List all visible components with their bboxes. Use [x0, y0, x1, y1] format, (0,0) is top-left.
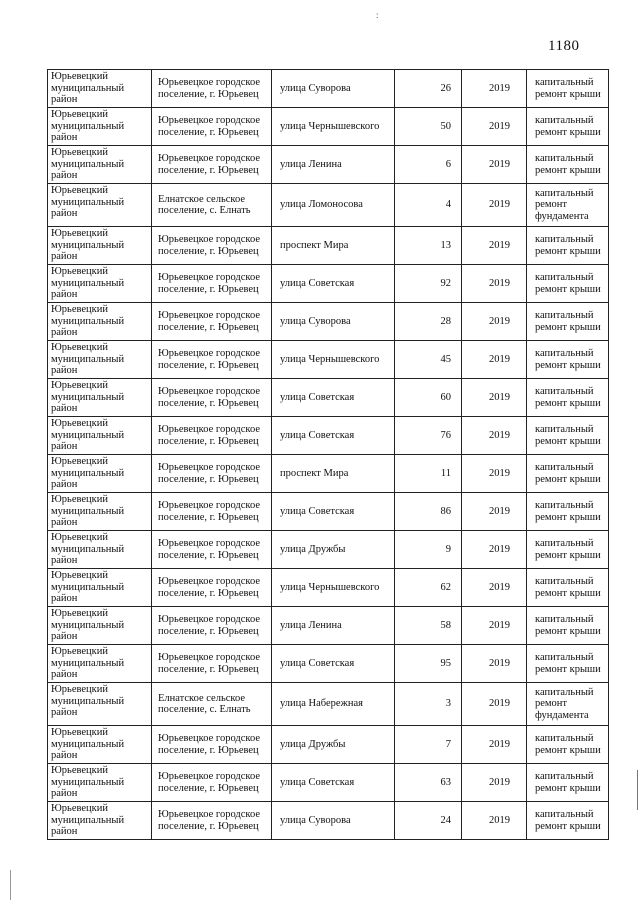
table-row — [48, 531, 609, 569]
table-row — [48, 455, 609, 493]
street-cell — [272, 341, 395, 379]
settlement-cell — [152, 607, 272, 645]
district-cell — [48, 493, 152, 531]
settlement-cell — [152, 341, 272, 379]
year-cell — [462, 645, 527, 683]
district-cell-text: Юрьевецкий муниципальный район — [51, 570, 125, 604]
settlement-cell-text: Юрьевецкое городское поселение, г. Юрьевец — [158, 310, 261, 333]
year-cell-text: 2019 — [489, 120, 510, 132]
year-cell — [462, 531, 527, 569]
street-cell — [272, 265, 395, 303]
year-cell-text: 2019 — [489, 543, 510, 555]
district-cell-text: Юрьевецкий муниципальный район — [51, 803, 125, 837]
year-cell-text: 2019 — [489, 353, 510, 365]
year-cell-text: 2019 — [489, 467, 510, 479]
district-cell — [48, 265, 152, 303]
district-cell-text: Юрьевецкий муниципальный район — [51, 71, 125, 105]
year-cell — [462, 493, 527, 531]
work-type-cell-text: капитальный ремонт крыши — [535, 386, 601, 409]
district-cell-text: Юрьевецкий муниципальный район — [51, 494, 125, 528]
settlement-cell-text: Юрьевецкое городское поселение, г. Юрьевец — [158, 500, 261, 523]
house-number-cell — [395, 184, 462, 227]
street-cell-text: проспект Мира — [280, 239, 349, 251]
work-type-cell — [527, 683, 609, 726]
settlement-cell-text: Юрьевецкое городское поселение, г. Юрьевец — [158, 771, 261, 794]
house-number-cell-text: 7 — [445, 738, 451, 750]
house-number-cell — [395, 417, 462, 455]
settlement-cell-text: Юрьевецкое городское поселение, г. Юрьевец — [158, 153, 261, 176]
settlement-cell-text: Юрьевецкое городское поселение, г. Юрьевец — [158, 652, 261, 675]
district-cell-text: Юрьевецкий муниципальный район — [51, 109, 125, 143]
work-type-cell-text: капитальный ремонт крыши — [535, 538, 601, 561]
work-type-cell — [527, 184, 609, 227]
work-type-cell-text: капитальный ремонт крыши — [535, 115, 601, 138]
house-number-cell-text: 62 — [440, 581, 451, 593]
work-type-cell — [527, 303, 609, 341]
year-cell — [462, 726, 527, 764]
work-type-cell — [527, 802, 609, 840]
street-cell — [272, 184, 395, 227]
table-row — [48, 764, 609, 802]
settlement-cell-text: Юрьевецкое городское поселение, г. Юрьевец — [158, 576, 261, 599]
work-type-cell — [527, 70, 609, 108]
district-cell — [48, 645, 152, 683]
year-cell — [462, 341, 527, 379]
street-cell-text: улица Советская — [280, 391, 355, 403]
house-number-cell — [395, 379, 462, 417]
house-number-cell-text: 86 — [440, 505, 451, 517]
house-number-cell-text: 95 — [440, 657, 451, 669]
district-cell-text: Юрьевецкий муниципальный район — [51, 532, 125, 566]
street-cell-text: улица Чернышевского — [280, 353, 380, 365]
settlement-cell — [152, 265, 272, 303]
year-cell-text: 2019 — [489, 391, 510, 403]
work-type-cell-text: капитальный ремонт фундамента — [535, 187, 594, 222]
house-number-cell-text: 4 — [445, 199, 451, 211]
work-type-cell — [527, 645, 609, 683]
street-cell-text: улица Ленина — [280, 619, 342, 631]
work-type-cell-text: капитальный ремонт крыши — [535, 424, 601, 447]
street-cell-text: улица Советская — [280, 277, 355, 289]
house-number-cell-text: 63 — [440, 776, 451, 788]
work-type-cell-text: капитальный ремонт крыши — [535, 462, 601, 485]
year-cell — [462, 455, 527, 493]
house-number-cell-text: 60 — [440, 391, 451, 403]
year-cell — [462, 303, 527, 341]
house-number-cell-text: 76 — [440, 429, 451, 441]
street-cell — [272, 227, 395, 265]
table-row — [48, 184, 609, 227]
district-cell — [48, 108, 152, 146]
house-number-cell-text: 58 — [440, 619, 451, 631]
street-cell — [272, 303, 395, 341]
street-cell — [272, 802, 395, 840]
settlement-cell — [152, 726, 272, 764]
house-number-cell-text: 9 — [445, 543, 451, 555]
scan-mark: : — [376, 10, 379, 20]
district-cell — [48, 455, 152, 493]
district-cell — [48, 341, 152, 379]
settlement-cell — [152, 764, 272, 802]
house-number-cell — [395, 70, 462, 108]
settlement-cell-text: Юрьевецкое городское поселение, г. Юрьевец — [158, 115, 261, 138]
street-cell — [272, 493, 395, 531]
street-cell-text: улица Дружбы — [280, 543, 346, 555]
work-type-cell-text: капитальный ремонт крыши — [535, 272, 601, 295]
house-number-cell — [395, 455, 462, 493]
work-type-cell-text: капитальный ремонт фундамента — [535, 686, 594, 721]
year-cell-text: 2019 — [489, 239, 510, 251]
street-cell — [272, 569, 395, 607]
settlement-cell-text: Юрьевецкое городское поселение, г. Юрьевец — [158, 272, 261, 295]
district-cell — [48, 683, 152, 726]
settlement-cell — [152, 802, 272, 840]
table-row — [48, 569, 609, 607]
street-cell — [272, 70, 395, 108]
work-type-cell — [527, 455, 609, 493]
district-cell — [48, 531, 152, 569]
house-number-cell-text: 45 — [440, 353, 451, 365]
street-cell-text: улица Суворова — [280, 814, 351, 826]
year-cell — [462, 607, 527, 645]
street-cell-text: улица Советская — [280, 657, 355, 669]
table-row — [48, 303, 609, 341]
street-cell — [272, 726, 395, 764]
street-cell — [272, 379, 395, 417]
district-cell-text: Юрьевецкий муниципальный район — [51, 147, 125, 181]
year-cell — [462, 227, 527, 265]
district-cell — [48, 607, 152, 645]
settlement-cell — [152, 569, 272, 607]
house-number-cell — [395, 146, 462, 184]
year-cell — [462, 265, 527, 303]
year-cell-text: 2019 — [489, 82, 510, 94]
settlement-cell — [152, 184, 272, 227]
work-type-cell-text: капитальный ремонт крыши — [535, 771, 601, 794]
house-number-cell-text: 26 — [440, 82, 451, 94]
district-cell-text: Юрьевецкий муниципальный район — [51, 342, 125, 376]
year-cell — [462, 184, 527, 227]
street-cell — [272, 146, 395, 184]
house-number-cell — [395, 764, 462, 802]
year-cell-text: 2019 — [489, 158, 510, 170]
house-number-cell — [395, 341, 462, 379]
settlement-cell — [152, 455, 272, 493]
house-number-cell-text: 50 — [440, 120, 451, 132]
page-number: 1180 — [548, 38, 580, 54]
house-number-cell — [395, 227, 462, 265]
street-cell — [272, 417, 395, 455]
work-type-cell — [527, 227, 609, 265]
year-cell — [462, 417, 527, 455]
work-type-cell-text: капитальный ремонт крыши — [535, 614, 601, 637]
house-number-cell — [395, 726, 462, 764]
settlement-cell — [152, 303, 272, 341]
table-row — [48, 379, 609, 417]
district-cell — [48, 802, 152, 840]
house-number-cell-text: 11 — [440, 467, 451, 479]
district-cell — [48, 764, 152, 802]
settlement-cell-text: Юрьевецкое городское поселение, г. Юрьевец — [158, 424, 261, 447]
settlement-cell-text: Юрьевецкое городское поселение, г. Юрьевец — [158, 538, 261, 561]
table-row — [48, 341, 609, 379]
table-row — [48, 726, 609, 764]
work-type-cell-text: капитальный ремонт крыши — [535, 576, 601, 599]
work-type-cell — [527, 726, 609, 764]
district-cell-text: Юрьевецкий муниципальный район — [51, 765, 125, 799]
work-type-cell-text: капитальный ремонт крыши — [535, 77, 601, 100]
year-cell-text: 2019 — [489, 698, 510, 710]
district-cell — [48, 70, 152, 108]
street-cell-text: улица Ломоносова — [280, 199, 363, 211]
house-number-cell-text: 24 — [440, 814, 451, 826]
street-cell-text: улица Советская — [280, 776, 355, 788]
house-number-cell-text: 13 — [440, 239, 451, 251]
district-cell — [48, 303, 152, 341]
work-type-cell — [527, 569, 609, 607]
settlement-cell-text: Юрьевецкое городское поселение, г. Юрьевец — [158, 348, 261, 371]
settlement-cell — [152, 493, 272, 531]
year-cell-text: 2019 — [489, 429, 510, 441]
table-row — [48, 146, 609, 184]
work-type-cell — [527, 146, 609, 184]
street-cell — [272, 645, 395, 683]
street-cell-text: улица Чернышевского — [280, 120, 380, 132]
street-cell-text: улица Советская — [280, 429, 355, 441]
house-number-cell — [395, 645, 462, 683]
table-row — [48, 108, 609, 146]
work-type-cell-text: капитальный ремонт крыши — [535, 652, 601, 675]
settlement-cell-text: Юрьевецкое городское поселение, г. Юрьевец — [158, 462, 261, 485]
work-type-cell-text: капитальный ремонт крыши — [535, 500, 601, 523]
district-cell-text: Юрьевецкий муниципальный район — [51, 608, 125, 642]
year-cell-text: 2019 — [489, 657, 510, 669]
district-cell-text: Юрьевецкий муниципальный район — [51, 727, 125, 761]
work-type-cell — [527, 493, 609, 531]
house-number-cell — [395, 531, 462, 569]
street-cell-text: улица Чернышевского — [280, 581, 380, 593]
street-cell — [272, 683, 395, 726]
year-cell — [462, 70, 527, 108]
street-cell-text: проспект Мира — [280, 467, 349, 479]
year-cell — [462, 108, 527, 146]
street-cell-text: улица Набережная — [280, 698, 363, 710]
street-cell — [272, 531, 395, 569]
district-cell — [48, 379, 152, 417]
scan-edge-line — [637, 770, 638, 810]
repair-registry-table — [47, 69, 609, 840]
table-row — [48, 683, 609, 726]
house-number-cell — [395, 303, 462, 341]
table-body — [48, 70, 609, 840]
year-cell — [462, 683, 527, 726]
district-cell-text: Юрьевецкий муниципальный район — [51, 456, 125, 490]
house-number-cell — [395, 802, 462, 840]
table-row — [48, 227, 609, 265]
table-row — [48, 265, 609, 303]
year-cell — [462, 802, 527, 840]
house-number-cell — [395, 265, 462, 303]
work-type-cell — [527, 531, 609, 569]
street-cell-text: улица Ленина — [280, 158, 342, 170]
district-cell-text: Юрьевецкий муниципальный район — [51, 266, 125, 300]
year-cell-text: 2019 — [489, 505, 510, 517]
house-number-cell-text: 28 — [440, 315, 451, 327]
street-cell — [272, 764, 395, 802]
table-row — [48, 70, 609, 108]
settlement-cell-text: Елнатское сельское поселение, с. Елнать — [158, 692, 251, 715]
table-row — [48, 493, 609, 531]
settlement-cell-text: Юрьевецкое городское поселение, г. Юрьевец — [158, 733, 261, 756]
district-cell — [48, 569, 152, 607]
work-type-cell — [527, 341, 609, 379]
year-cell — [462, 764, 527, 802]
house-number-cell — [395, 493, 462, 531]
year-cell-text: 2019 — [489, 814, 510, 826]
settlement-cell-text: Юрьевецкое городское поселение, г. Юрьевец — [158, 614, 261, 637]
work-type-cell — [527, 607, 609, 645]
table-row — [48, 417, 609, 455]
work-type-cell — [527, 417, 609, 455]
district-cell — [48, 417, 152, 455]
street-cell-text: улица Советская — [280, 505, 355, 517]
house-number-cell — [395, 108, 462, 146]
settlement-cell — [152, 70, 272, 108]
work-type-cell-text: капитальный ремонт крыши — [535, 809, 601, 832]
street-cell-text: улица Дружбы — [280, 738, 346, 750]
year-cell-text: 2019 — [489, 277, 510, 289]
district-cell-text: Юрьевецкий муниципальный район — [51, 185, 125, 219]
table-row — [48, 802, 609, 840]
settlement-cell — [152, 146, 272, 184]
street-cell-text: улица Суворова — [280, 315, 351, 327]
table-row — [48, 645, 609, 683]
settlement-cell-text: Юрьевецкое городское поселение, г. Юрьевец — [158, 234, 261, 257]
settlement-cell — [152, 417, 272, 455]
street-cell — [272, 455, 395, 493]
settlement-cell-text: Юрьевецкое городское поселение, г. Юрьевец — [158, 77, 261, 100]
settlement-cell — [152, 531, 272, 569]
year-cell-text: 2019 — [489, 776, 510, 788]
year-cell-text: 2019 — [489, 581, 510, 593]
house-number-cell — [395, 569, 462, 607]
settlement-cell-text: Елнатское сельское поселение, с. Елнать — [158, 193, 251, 216]
district-cell — [48, 227, 152, 265]
district-cell-text: Юрьевецкий муниципальный район — [51, 684, 125, 718]
work-type-cell-text: капитальный ремонт крыши — [535, 153, 601, 176]
settlement-cell-text: Юрьевецкое городское поселение, г. Юрьевец — [158, 809, 261, 832]
district-cell — [48, 184, 152, 227]
street-cell — [272, 607, 395, 645]
year-cell-text: 2019 — [489, 199, 510, 211]
district-cell — [48, 146, 152, 184]
settlement-cell — [152, 227, 272, 265]
district-cell — [48, 726, 152, 764]
year-cell — [462, 379, 527, 417]
house-number-cell — [395, 607, 462, 645]
house-number-cell-text: 6 — [445, 158, 451, 170]
settlement-cell — [152, 379, 272, 417]
district-cell-text: Юрьевецкий муниципальный район — [51, 380, 125, 414]
settlement-cell — [152, 645, 272, 683]
year-cell — [462, 569, 527, 607]
work-type-cell — [527, 764, 609, 802]
year-cell — [462, 146, 527, 184]
street-cell — [272, 108, 395, 146]
year-cell-text: 2019 — [489, 738, 510, 750]
district-cell-text: Юрьевецкий муниципальный район — [51, 228, 125, 262]
year-cell-text: 2019 — [489, 315, 510, 327]
district-cell-text: Юрьевецкий муниципальный район — [51, 304, 125, 338]
work-type-cell-text: капитальный ремонт крыши — [535, 733, 601, 756]
house-number-cell-text: 3 — [445, 698, 451, 710]
work-type-cell-text: капитальный ремонт крыши — [535, 348, 601, 371]
settlement-cell-text: Юрьевецкое городское поселение, г. Юрьевец — [158, 386, 261, 409]
work-type-cell-text: капитальный ремонт крыши — [535, 310, 601, 333]
house-number-cell-text: 92 — [440, 277, 451, 289]
district-cell-text: Юрьевецкий муниципальный район — [51, 418, 125, 452]
house-number-cell — [395, 683, 462, 726]
work-type-cell — [527, 265, 609, 303]
table-row — [48, 607, 609, 645]
work-type-cell — [527, 379, 609, 417]
work-type-cell-text: капитальный ремонт крыши — [535, 234, 601, 257]
settlement-cell — [152, 683, 272, 726]
year-cell-text: 2019 — [489, 619, 510, 631]
street-cell-text: улица Суворова — [280, 82, 351, 94]
district-cell-text: Юрьевецкий муниципальный район — [51, 646, 125, 680]
settlement-cell — [152, 108, 272, 146]
scan-edge-line — [10, 870, 11, 900]
work-type-cell — [527, 108, 609, 146]
